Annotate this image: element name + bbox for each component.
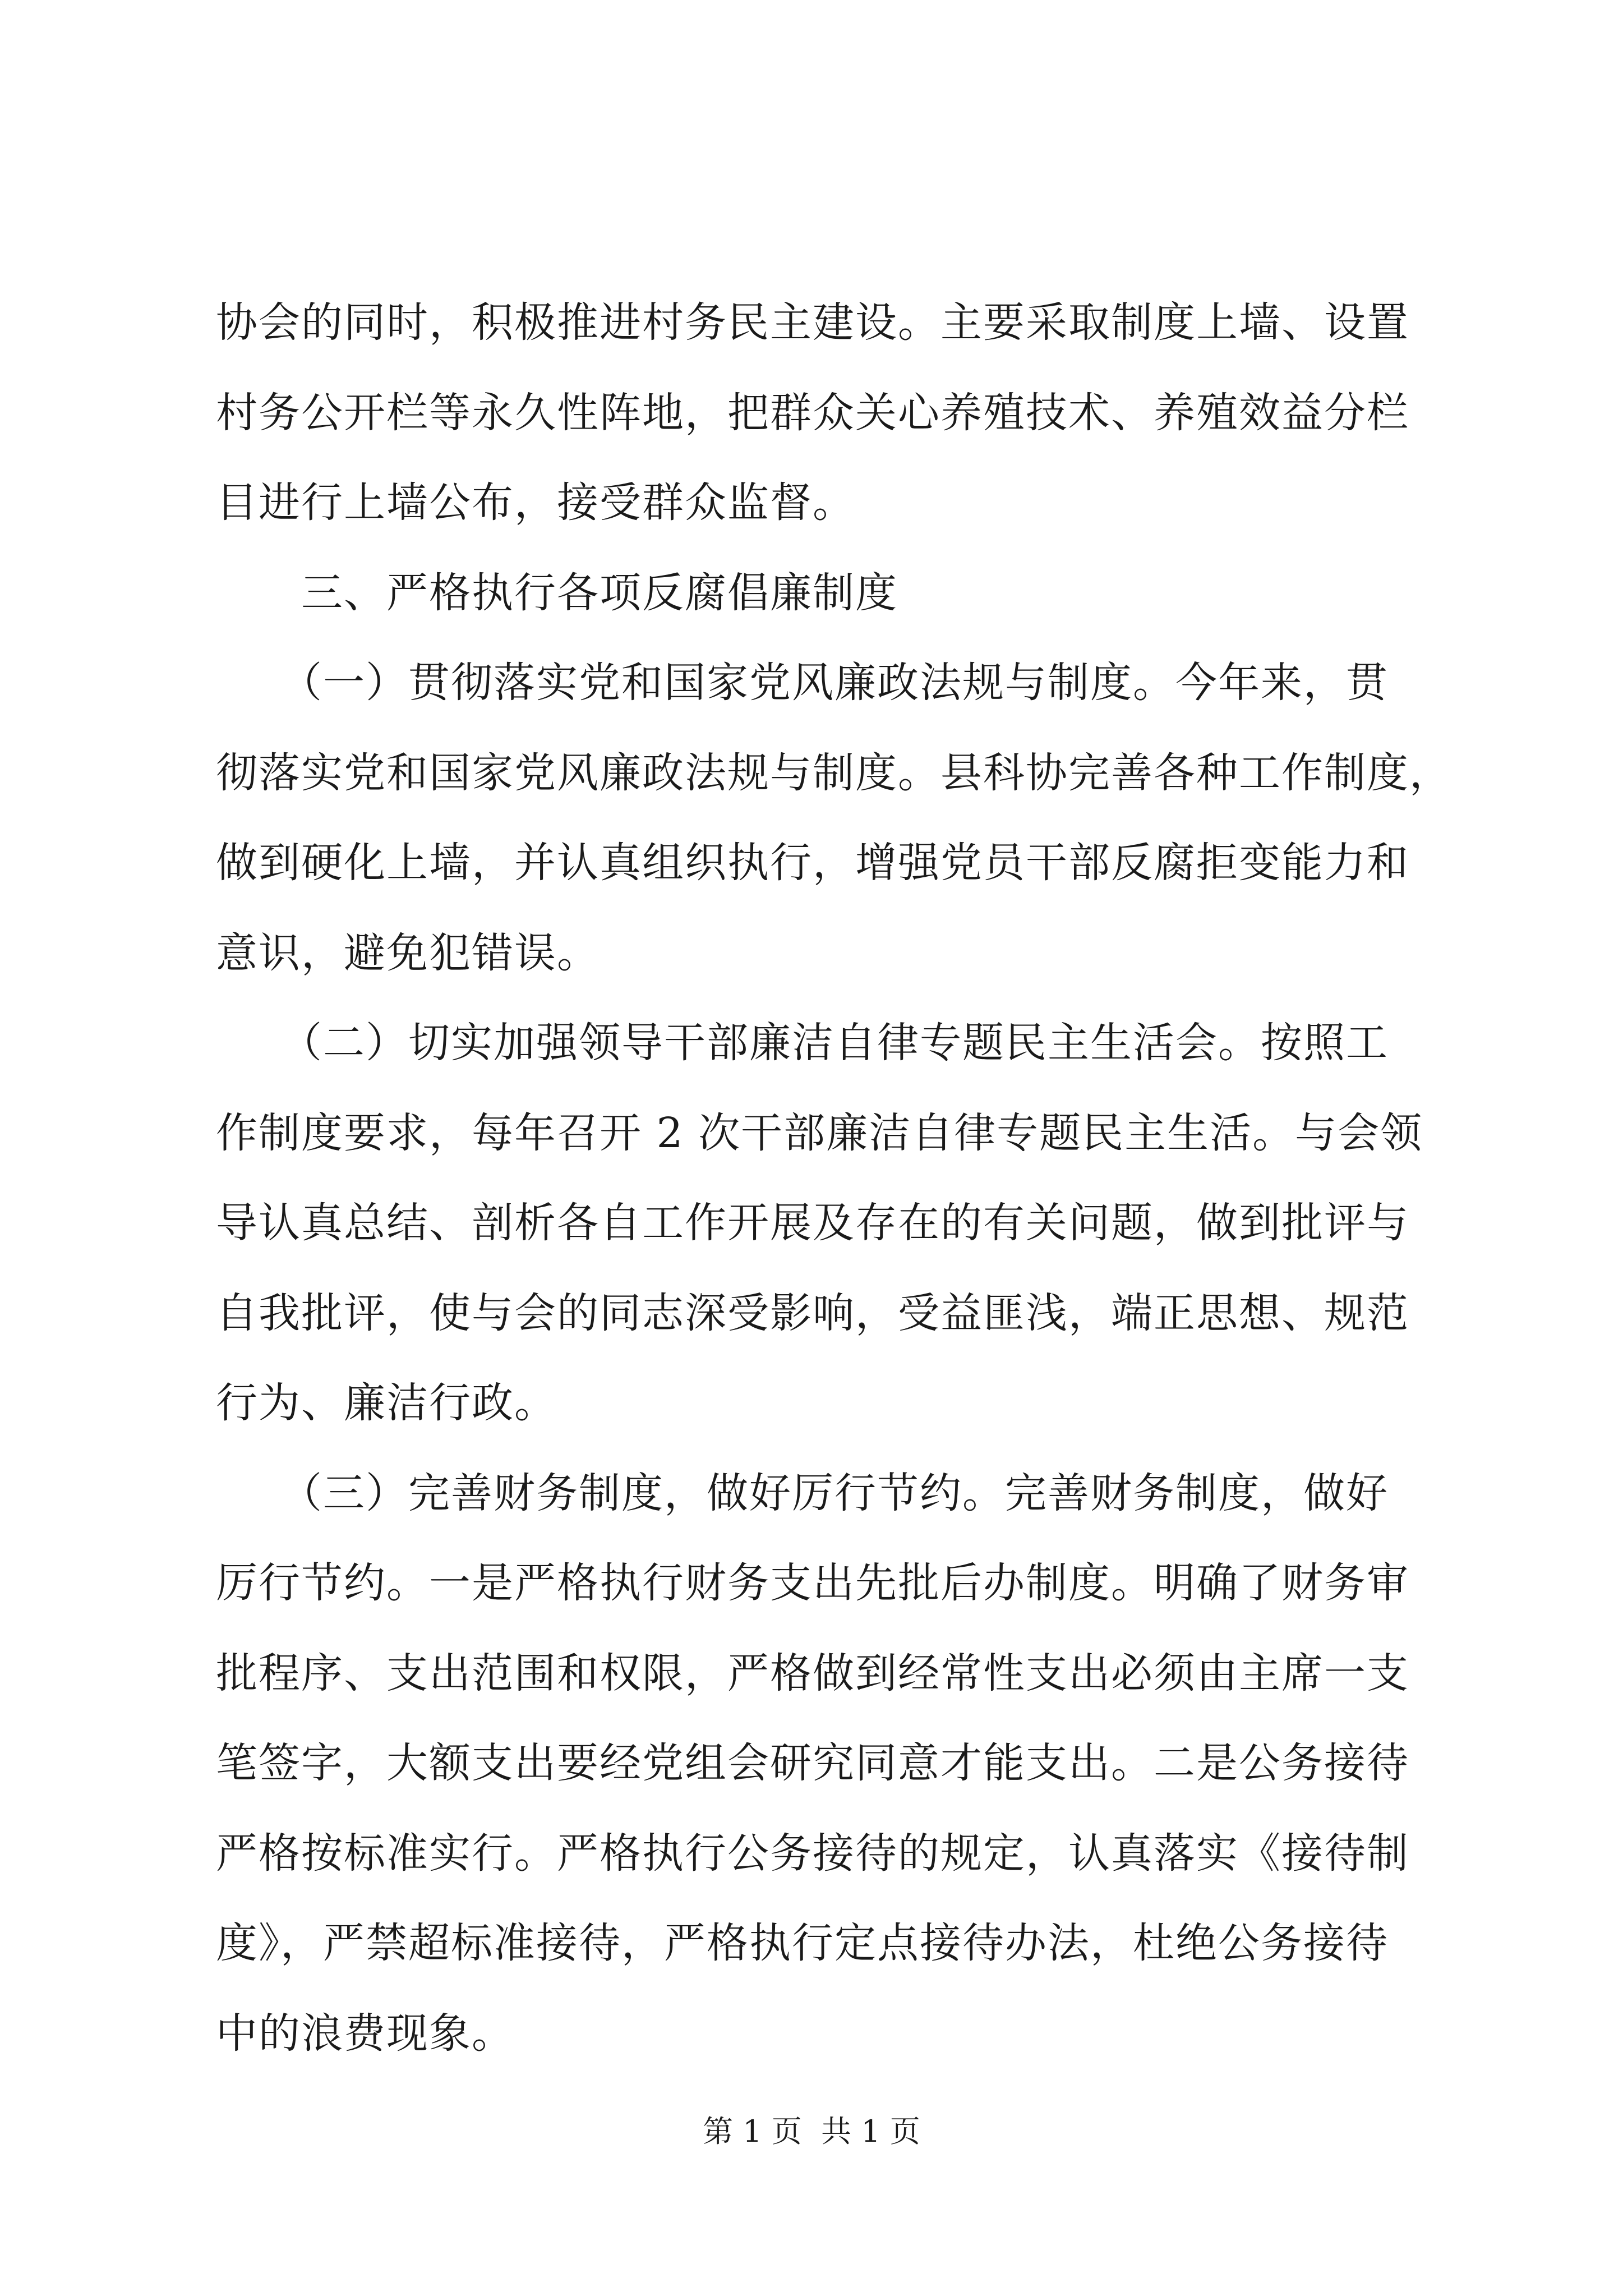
text-line: 厉行节约。一是严格执行财务支出先批后办制度。明确了财务审 [216, 1559, 1409, 1607]
text-line: 自我批评，使与会的同志深受影响，受益匪浅，端正思想、规范 [216, 1289, 1409, 1337]
text-line: 笔签字，大额支出要经党组会研究同意才能支出。二是公务接待 [216, 1739, 1409, 1787]
text-line: 批程序、支出范围和权限，严格做到经常性支出必须由主席一支 [216, 1649, 1409, 1697]
body-text [216, 278, 1452, 2078]
text-line: 行为、廉洁行政。 [216, 1379, 557, 1427]
text-line: 意识，避免犯错误。 [216, 928, 600, 977]
section-heading: 三、严格执行各项反腐倡廉制度 [216, 568, 898, 617]
page-number-footer: 第 1 页 共 1 页 [703, 2114, 920, 2149]
text-line: 严格按标准实行。严格执行公务接待的规定，认真落实《接待制 [216, 1829, 1409, 1878]
text-line: 协会的同时，积极推进村务民主建设。主要采取制度上墙、设置 [216, 298, 1409, 347]
text-line: 彻落实党和国家党风廉政法规与制度。县科协完善各种工作制度， [216, 748, 1452, 797]
text-line: （三）完善财务制度，做好厉行节约。完善财务制度，做好 [216, 1469, 1389, 1517]
text-line: 度》，严禁超标准接待，严格执行定点接待办法，杜绝公务接待 [216, 1919, 1389, 1967]
text-line: 作制度要求，每年召开 2 次干部廉洁自律专题民主生活。与会领 [216, 1108, 1423, 1157]
text-line: （二）切实加强领导干部廉洁自律专题民主生活会。按照工 [216, 1019, 1389, 1067]
text-line: 做到硬化上墙，并认真组织执行，增强党员干部反腐拒变能力和 [216, 839, 1409, 887]
text-line: 导认真总结、剖析各自工作开展及存在的有关问题，做到批评与 [216, 1199, 1409, 1247]
text-line: （一）贯彻落实党和国家党风廉政法规与制度。今年来，贯 [216, 659, 1389, 707]
text-line: 中的浪费现象。 [216, 2009, 514, 2058]
text-line: 村务公开栏等永久性阵地，把群众关心养殖技术、养殖效益分栏 [216, 388, 1409, 437]
text-line: 目进行上墙公布，接受群众监督。 [216, 478, 855, 527]
